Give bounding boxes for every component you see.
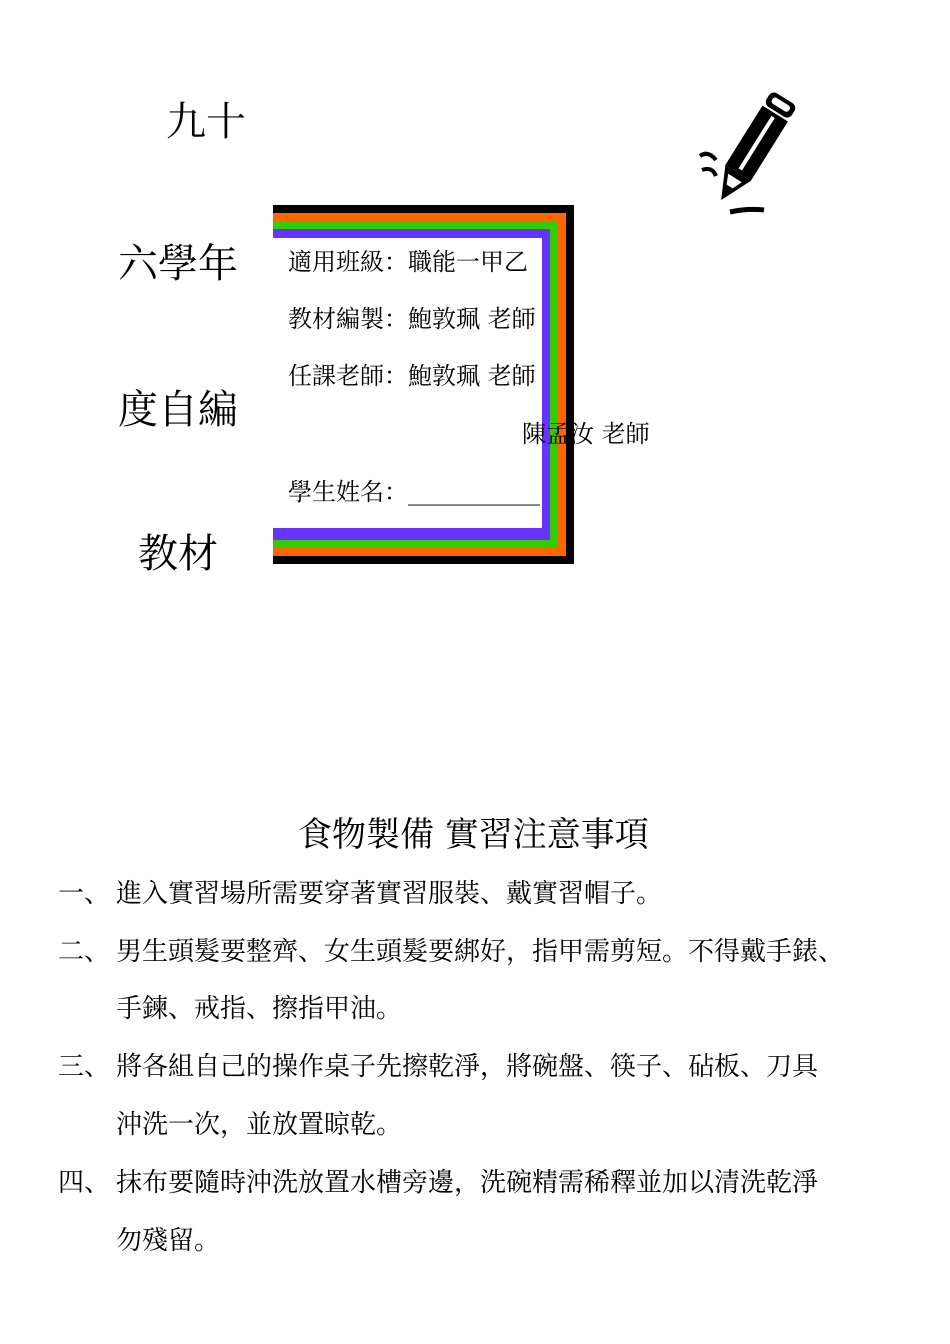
- info-student: [288, 478, 540, 506]
- notice-item-4-line-1: 抹布要隨時沖洗放置水槽旁邊，洗碗精需稀釋並加以清洗乾淨: [116, 1168, 819, 1198]
- frame-black-right: [566, 205, 574, 564]
- info-teacher-value: 鮑敦珮 老師: [408, 362, 536, 390]
- cover-title-part-1: 九十: [166, 99, 246, 145]
- info-author: [288, 305, 536, 333]
- notice-item-3-line-1: 將各組自己的操作桌子先擦乾淨，將碗盤、筷子、砧板、刀具: [116, 1052, 819, 1082]
- frame-purple-right: [542, 229, 550, 540]
- notice-item-1-line-1: 進入實習場所需要穿著實習服裝、戴實習帽子。: [116, 879, 663, 909]
- notice-title: 食物製備 實習注意事項: [298, 815, 649, 855]
- notice-item-3-num: 三、: [58, 1052, 111, 1082]
- notice-item-2-line-2: 手鍊、戒指、擦指甲油。: [116, 994, 403, 1024]
- info-class-label: 適用班級：: [288, 248, 408, 276]
- info-class: [288, 248, 528, 276]
- frame-black-top: [273, 205, 574, 213]
- frame-orange-right: [558, 213, 566, 556]
- notice-item-2-num: 二、: [58, 937, 111, 967]
- student-name-blank: ___________: [408, 478, 540, 506]
- info-extra-teacher: 陳孟汝 老師: [522, 420, 650, 448]
- notice-item-3-line-2: 沖洗一次，並放置晾乾。: [116, 1110, 403, 1140]
- frame-orange-top: [273, 213, 566, 221]
- pencil-icon: [690, 86, 810, 218]
- notice-item-4-line-2: 勿殘留。: [116, 1226, 221, 1256]
- info-teacher-label: 任課老師：: [288, 362, 408, 390]
- frame-black-bottom: [273, 556, 574, 564]
- notice-item-1-num: 一、: [58, 879, 111, 909]
- frame-orange-bottom: [273, 548, 566, 556]
- frame-green-bottom: [273, 540, 558, 548]
- cover-title-part-3: 度自編: [118, 387, 238, 433]
- frame-purple-top: [273, 229, 550, 238]
- notice-item-4-num: 四、: [58, 1168, 111, 1198]
- info-author-label: 教材編製：: [288, 305, 408, 333]
- info-author-value: 鮑敦珮 老師: [408, 305, 536, 333]
- info-class-value: 職能一甲乙: [408, 248, 528, 276]
- notice-item-2-line-1: 男生頭髮要整齊、女生頭髮要綁好，指甲需剪短。不得戴手錶、: [116, 937, 845, 967]
- frame-purple-bottom: [273, 528, 550, 540]
- student-name-label: 學生姓名：: [288, 478, 408, 506]
- frame-green-top: [273, 221, 558, 229]
- cover-title-part-2: 六學年: [118, 241, 238, 287]
- cover-title-part-4: 教材: [138, 531, 218, 577]
- frame-green-right: [550, 221, 558, 548]
- info-teacher: [288, 362, 536, 390]
